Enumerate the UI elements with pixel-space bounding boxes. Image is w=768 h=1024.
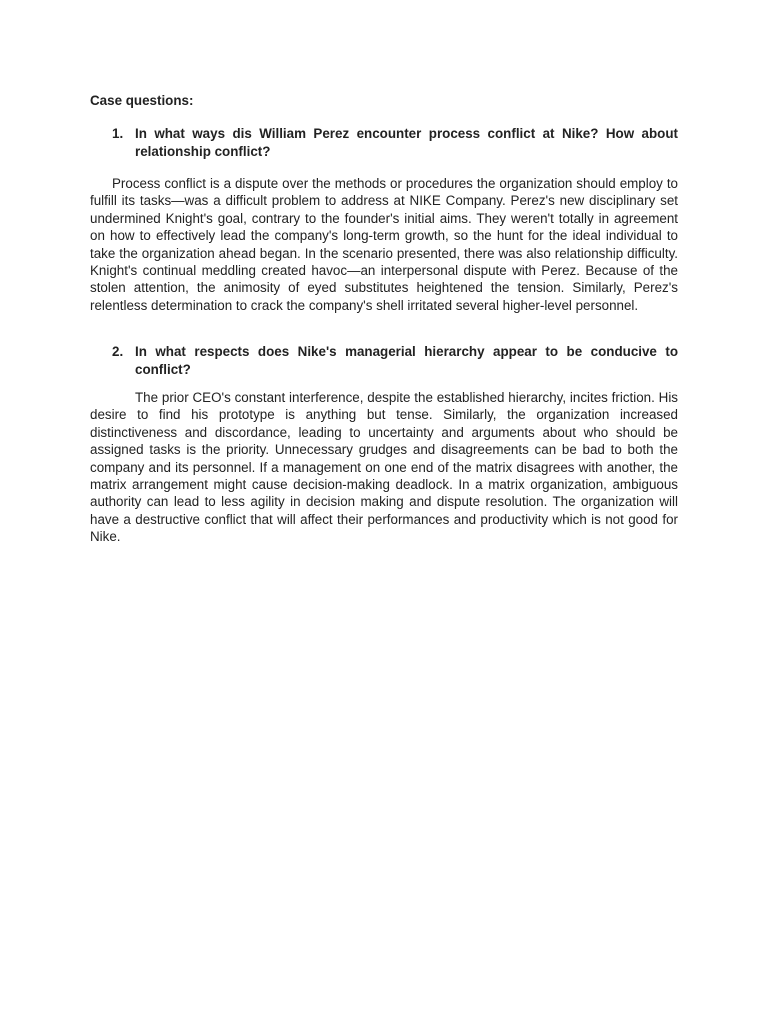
answer-2-paragraph: The prior CEO's constant interference, despite the established hierarchy, incites friction. His desire to find his prototype is anything but tense. Similarly, the organization increased distinctiveness and discordance, leading to uncertainty and arguments about who should be assigned tasks is the priority. Unnecessary grudges and disagreements can be bad to both the company and its personnel. If a management on one end of the matrix disagrees with another, the matrix arrangement might cause decision-making deadlock. In a matrix organization, ambiguous authority can lead to less agility in decision making and dispute resolution. The organization will have a destructive conflict that will affect their performances and productivity which is not good for Nike.: [90, 390, 678, 545]
question-2-number: 2.: [112, 344, 124, 359]
question-2-text: In what respects does Nike's managerial hierarchy appear to be conducive to conflict?: [135, 344, 678, 377]
question-1-number: 1.: [112, 126, 124, 141]
question-1: [90, 125, 678, 160]
section-heading: Case questions:: [90, 93, 194, 108]
answer-1-paragraph: Process conflict is a dispute over the methods or procedures the organization should employ to fulfill its tasks—was a difficult problem to address at NIKE Company. Perez's new disciplinary set undermined Knight's goal, contrary to the founder's initial aims. They weren't totally in agreement on how to effectively lead the company's long-term growth, so the hunt for the ideal individual to take the organization ahead began. In the scenario presented, there was also relationship difficulty. Knight's continual meddling created havoc—an interpersonal dispute with Perez. Because of the stolen attention, the animosity of eyed substitutes heightened the tension. Similarly, Perez's relentless determination to crack the company's shell irritated several higher-level personnel.: [90, 176, 678, 313]
question-2: [90, 343, 678, 378]
question-1-text: In what ways dis William Perez encounter process conflict at Nike? How about relationship conflict?: [135, 126, 678, 159]
